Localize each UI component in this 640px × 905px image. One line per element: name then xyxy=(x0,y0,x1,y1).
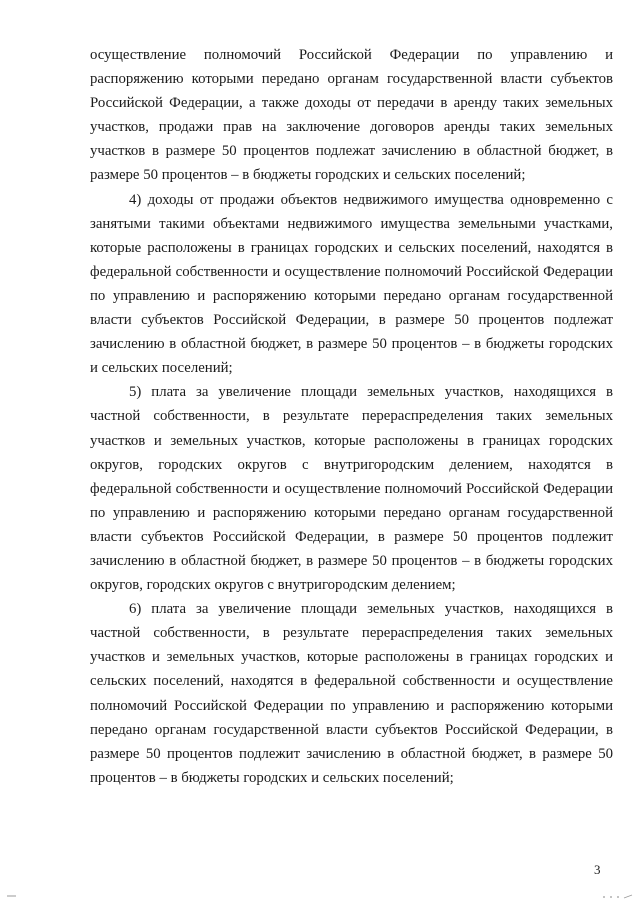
paragraph-continuation: осуществление полномочий Российской Федерации по управлению и распоряжению которыми передано органам государственной власти субъектов Российской Федерации, а также доходы от передачи в аренду таких земельных участков, продажи прав на заключение договоров аренды таких земельных участков в размере 50 процентов подлежат зачислению в областной бюджет, в размере 50 процентов – в бюджеты городских и сельских поселений; xyxy=(90,47,613,184)
paragraph-item-4: 4) доходы от продажи объектов недвижимого имущества одновременно с занятыми такими объектами недвижимого имущества земельными участками, которые расположены в границах городских и сельских поселений, находятся в федеральной собственности и осуществление полномочий Российской Федерации по управлению и распоряжению которыми передано органам государственной власти субъектов Российской Федерации, в размере 50 процентов подлежат зачислению в областной бюджет, в размере 50 процентов – в бюджеты городских и сельских поселений; xyxy=(90,191,613,377)
body-text xyxy=(90,43,613,790)
paragraph-item-6: 6) плата за увеличение площади земельных участков, находящихся в частной собственности, в результате перераспределения таких земельных участков и земельных участков, которые расположены в границах городских и сельских поселений, находятся в федеральной собственности и осуществление полномочий Российской Федерации по управлению и распоряжению которыми передано органам государственной власти субъектов Российской Федерации, в размере 50 процентов подлежит зачислению в областной бюджет, в размере 50 процентов – в бюджеты городских и сельских поселений; xyxy=(90,601,613,786)
scan-artifact-icon xyxy=(6,893,18,899)
page-number: 3 xyxy=(594,862,601,877)
paragraph-item-5: 5) плата за увеличение площади земельных участков, находящихся в частной собственности, в результате перераспределения таких земельных участков и земельных участков, которые расположены в границах городских округов, городских округов с внутригородским делением, находятся в федеральной собственности и осуществление полномочий Российской Федерации по управлению и распоряжению которыми передано органам государственной власти субъектов Российской Федерации, в размере 50 процентов подлежит зачислению в областной бюджет, в размере 50 процентов – в бюджеты городских округов, городских округов с внутригородским делением; xyxy=(90,384,613,594)
scan-artifact-icon xyxy=(600,892,634,900)
